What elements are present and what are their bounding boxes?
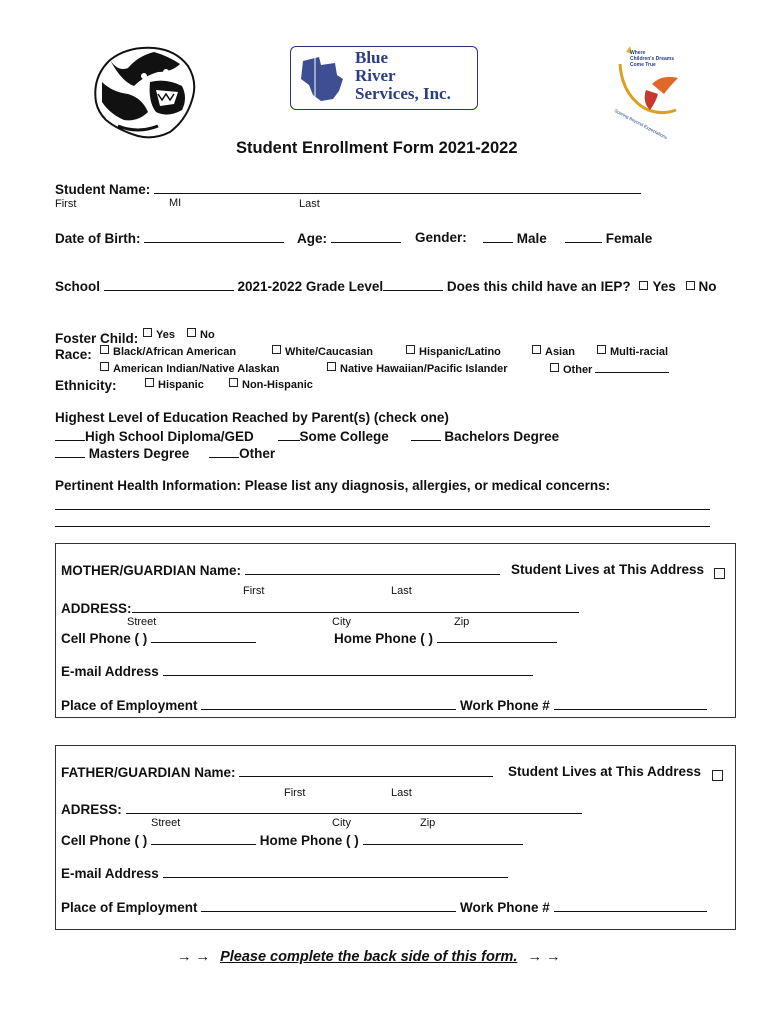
masters-label: Masters Degree [85,446,190,461]
mother-work-label: Work Phone # [456,698,554,713]
race-white-checkbox[interactable] [272,345,281,354]
father-name-row [61,764,493,780]
page-title: Student Enrollment Form 2021-2022 [236,139,518,157]
some-college-label: Some College [299,429,389,444]
race-american-indian-checkbox[interactable] [100,362,109,371]
father-name-label: FATHER/GUARDIAN Name: [61,765,240,780]
father-guardian-section [55,745,736,930]
iep-label: Does this child have an IEP? [443,279,631,294]
logo-line-1: Blue [355,48,389,67]
footer-arrows-right: → → [527,949,561,965]
mother-address-field[interactable] [132,600,579,613]
mother-name-field[interactable] [245,562,500,575]
mother-cell-row [61,630,256,646]
mother-employment-row [61,697,707,713]
race-other-field[interactable] [595,362,669,373]
father-address-field[interactable] [126,801,582,814]
foster-no-checkbox[interactable] [187,328,196,337]
foster-yes-checkbox[interactable] [143,328,152,337]
race-asian-label: Asian [545,346,575,358]
gender-male-row [483,230,547,246]
father-last-label: Last [391,787,412,799]
male-label: Male [513,231,547,246]
ethnicity-option-hispanic [145,378,204,391]
other-education-label: Other [239,446,276,461]
foster-no-label: No [200,329,215,341]
footer-text: Please complete the back side of this form. [220,949,518,965]
father-home-field[interactable] [363,832,523,845]
mother-employment-label: Place of Employment [61,698,202,713]
student-name-row [55,181,641,197]
race-black-label: Black/African American [113,346,237,358]
mother-email-field[interactable] [163,663,533,676]
high-school-field[interactable] [55,428,85,441]
father-address-label: ADRESS: [61,802,126,817]
male-field[interactable] [483,230,513,243]
age-label: Age: [297,231,331,246]
father-cell-field[interactable] [151,832,256,845]
race-white-label: White/Caucasian [285,346,374,358]
dob-field[interactable] [144,230,284,243]
iep-yes-checkbox[interactable] [639,281,648,290]
ethnicity-option-non-hispanic [229,378,313,391]
ethnicity-hispanic-checkbox[interactable] [145,378,154,387]
father-lives-label: Student Lives at This Address [508,764,702,779]
female-label: Female [602,231,653,246]
race-hispanic-checkbox[interactable] [406,345,415,354]
soaring-logo-line-2: Children's Dreams [630,56,674,62]
footer-note [177,949,560,965]
iep-no-label: No [698,279,717,294]
education-row-1 [55,428,559,444]
father-employment-row [61,899,707,915]
mother-work-field[interactable] [554,697,707,710]
age-field[interactable] [331,230,401,243]
grade-level-field[interactable] [383,278,443,291]
education-heading: Highest Level of Education Reached by Parent(s) (check one) [55,410,449,425]
race-pacific-islander-checkbox[interactable] [327,362,336,371]
mother-cell-field[interactable] [151,630,256,643]
soaring-logo [612,44,686,141]
footer-arrows-left: → → [177,949,211,965]
foster-no-option [187,328,215,341]
logo-line-2: River [355,66,396,85]
father-address-row [61,801,582,817]
father-work-label: Work Phone # [456,900,554,915]
father-name-field[interactable] [239,764,493,777]
race-option-multiracial [597,345,668,358]
some-college-field[interactable] [278,428,300,441]
dob-label: Date of Birth: [55,231,145,246]
mother-guardian-section [55,543,736,718]
iep-no-checkbox[interactable] [686,281,695,290]
student-name-label: Student Name: [55,182,155,197]
mother-lives-label: Student Lives at This Address [511,562,705,577]
health-info-line-2[interactable] [55,526,710,527]
high-school-label: High School Diploma/GED [85,429,254,444]
mother-name-row [61,562,500,578]
father-email-label: E-mail Address [61,866,163,881]
father-street-label: Street [151,817,181,829]
grade-level-label: 2021-2022 Grade Level [233,279,384,294]
iep-yes-label: Yes [652,279,676,294]
race-hispanic-label: Hispanic/Latino [419,346,501,358]
education-row-2 [55,445,275,461]
father-city-label: City [332,817,351,829]
father-lives-checkbox[interactable] [712,770,723,781]
ethnicity-non-hispanic-checkbox[interactable] [229,378,238,387]
father-email-row [61,865,508,881]
father-first-label: First [284,787,306,799]
school-label: School [55,279,104,294]
health-info-label: Pertinent Health Information: Please list any diagnosis, allergies, or medical concerns: [55,478,611,493]
student-last-label: Last [299,198,320,210]
gender-female-row [565,230,652,246]
mother-last-label: Last [391,585,412,597]
race-other-label: Other [563,364,593,376]
race-multiracial-checkbox[interactable] [597,345,606,354]
mother-city-label: City [332,616,351,628]
father-cell-row [61,832,523,848]
race-option-white [272,345,373,358]
foster-yes-option [143,328,175,341]
race-option-other [550,362,669,376]
other-education-field[interactable] [209,445,239,458]
female-field[interactable] [565,230,602,243]
ethnicity-non-hispanic-label: Non-Hispanic [242,379,313,391]
father-cell-label: Cell Phone ( ) [61,833,152,848]
ethnicity-hispanic-label: Hispanic [158,379,204,391]
student-name-field[interactable] [154,181,641,194]
cougar-mascot-logo [88,42,200,142]
race-other-checkbox[interactable] [550,363,559,372]
mother-street-label: Street [127,616,157,628]
race-american-indian-label: American Indian/Native Alaskan [113,363,280,375]
mother-employment-field[interactable] [201,697,456,710]
race-option-black [100,345,236,358]
mother-lives-checkbox[interactable] [714,568,725,579]
bachelors-label: Bachelors Degree [440,429,560,444]
logo-line-3: Services, Inc. [355,84,451,103]
school-field[interactable] [104,278,234,291]
father-email-field[interactable] [163,865,508,878]
father-home-label: Home Phone ( ) [256,833,363,848]
father-zip-label: Zip [420,817,436,829]
blue-river-logo [290,46,478,110]
father-employment-field[interactable] [201,899,456,912]
mother-home-row [334,630,557,646]
race-option-american-indian [100,362,280,375]
foster-yes-label: Yes [156,329,175,341]
father-employment-label: Place of Employment [61,900,202,915]
map-graphic-icon [297,51,351,105]
health-info-line-1[interactable] [55,509,710,510]
soaring-logo-line-1: Where [630,50,646,56]
race-option-asian [532,345,575,358]
school-row [55,278,717,294]
student-mi-label: MI [169,197,182,209]
race-pacific-islander-label: Native Hawaiian/Pacific Islander [340,363,508,375]
mother-zip-label: Zip [454,616,470,628]
soaring-logo-arc-text: Soaring Beyond Expectations [613,108,669,141]
mother-cell-label: Cell Phone ( ) [61,631,152,646]
mother-address-label: ADDRESS: [61,601,132,616]
mother-email-row [61,663,533,679]
race-asian-checkbox[interactable] [532,345,541,354]
race-black-checkbox[interactable] [100,345,109,354]
father-work-field[interactable] [554,899,707,912]
soaring-logo-line-3: Come True [630,62,656,68]
gender-label: Gender: [415,230,467,245]
mother-first-label: First [243,585,265,597]
bachelors-field[interactable] [411,428,441,441]
mother-email-label: E-mail Address [61,664,163,679]
ethnicity-label: Ethnicity: [55,378,117,393]
mother-address-row [61,600,579,616]
mother-name-label: MOTHER/GUARDIAN Name: [61,563,245,578]
race-option-hispanic [406,345,501,358]
masters-field[interactable] [55,445,85,458]
race-multiracial-label: Multi-racial [610,346,669,358]
dob-row [55,230,284,246]
mother-home-label: Home Phone ( ) [334,631,437,646]
student-first-label: First [55,198,77,210]
foster-child-label: Foster Child: [55,331,139,346]
race-label: Race: [55,347,92,362]
age-row [297,230,401,246]
race-option-pacific-islander [327,362,508,375]
mother-home-field[interactable] [437,630,557,643]
